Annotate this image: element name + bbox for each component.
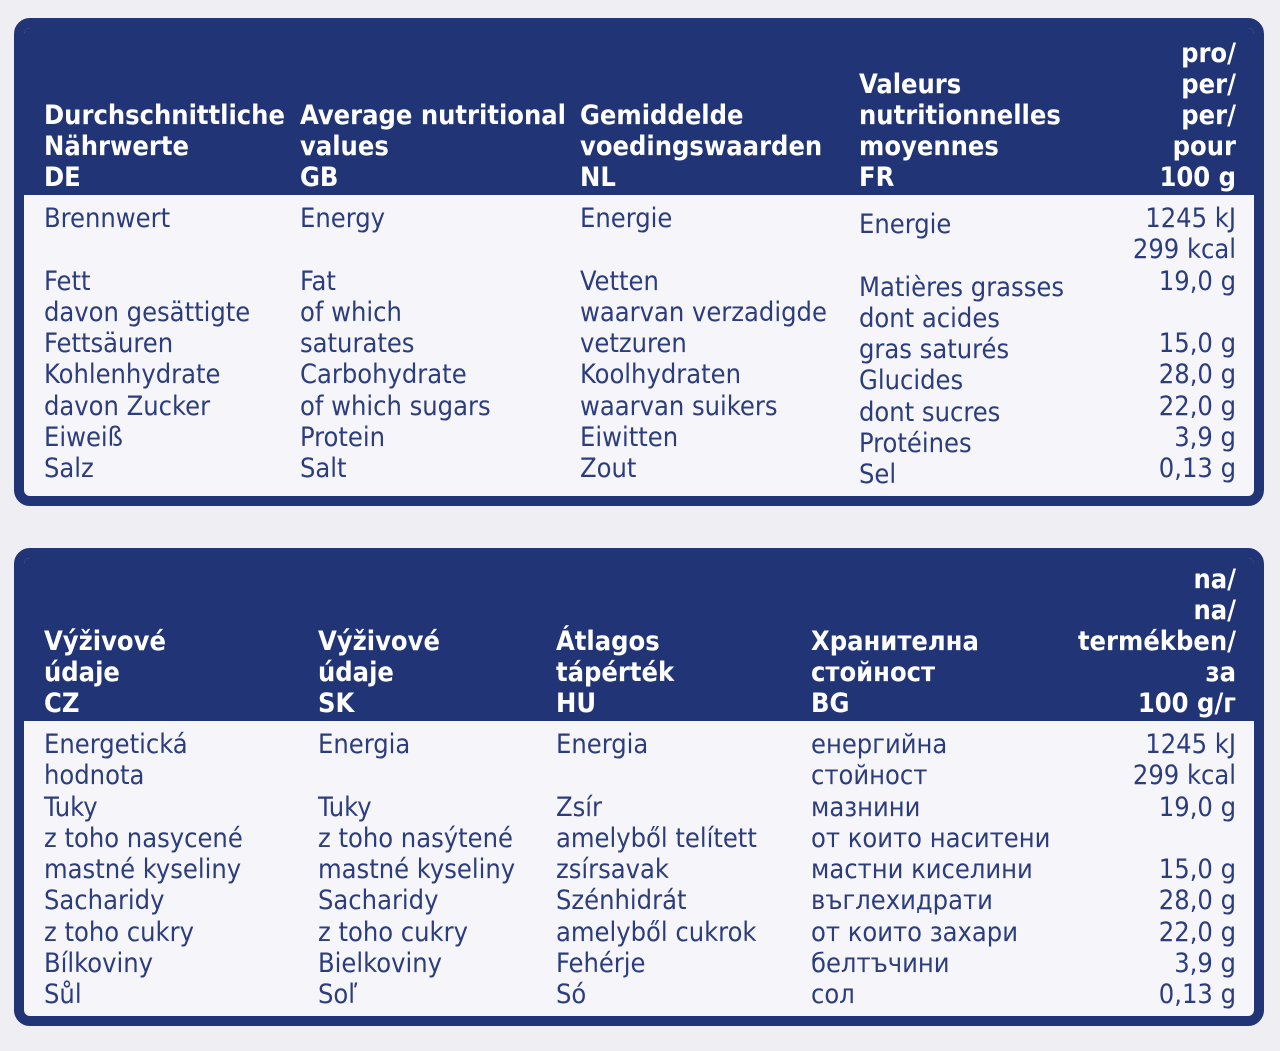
header-fr: Valeurs nutritionnelles moyennes FR — [859, 69, 1061, 193]
header-gb: Average nutritional values GB — [300, 100, 566, 193]
header-hu: Átlagos tápérték HU — [556, 626, 675, 719]
rows-hu: Energia Zsír amelyből telített zsírsavak Szénhidrát amelyből cukrok Fehérje Só — [556, 729, 757, 1011]
rows-de: Brennwert Fett davon gesättigte Fettsäuren Kohlenhydrate davon Zucker Eiweiß Salz — [44, 203, 251, 485]
header-sk: Výživové údaje SK — [318, 626, 440, 719]
header-nl: Gemiddelde voedingswaarden NL — [580, 100, 823, 193]
table-header — [24, 558, 1254, 721]
rows-gb: Energy Fat of which saturates Carbohydrate of which sugars Protein Salt — [300, 203, 491, 485]
header-de: Durchschnittliche Nährwerte DE — [44, 100, 285, 193]
nutrition-table-cz-sk-hu-bg — [14, 548, 1264, 1026]
nutrition-table-de-gb-nl-fr — [14, 18, 1264, 506]
rows-bg: енергийна стойност мазнини от които наситени мастни киселини въглехидрати от които захари белтъчини сол — [811, 729, 1051, 1011]
rows-sk: Energia Tuky z toho nasýtené mastné kyseliny Sacharidy z toho cukry Bielkoviny Soľ — [318, 729, 516, 1011]
header-cz: Výživové údaje CZ — [44, 626, 166, 719]
header-per-100g: na/ na/ termékben/ за 100 g/г — [1077, 564, 1236, 719]
rows-nl: Energie Vetten waarvan verzadigde vetzuren Koolhydraten waarvan suikers Eiwitten Zout — [580, 203, 827, 485]
rows-fr: Energie Matières grasses dont acides gras saturés Glucides dont sucres Protéines Sel — [859, 209, 1064, 491]
values-per-100g: 1245 kJ 299 kcal 19,0 g 15,0 g 28,0 g 22,0 g 3,9 g 0,13 g — [1132, 203, 1236, 485]
rows-cz: Energetická hodnota Tuky z toho nasycené mastné kyseliny Sacharidy z toho cukry Bílkoviny Sůl — [44, 729, 243, 1011]
values-per-100g: 1245 kJ 299 kcal 19,0 g 15,0 g 28,0 g 22,0 g 3,9 g 0,13 g — [1132, 729, 1236, 1011]
header-bg: Хранителна стойност BG — [811, 626, 979, 719]
table-header — [24, 28, 1254, 195]
header-per-100g: pro/ per/ per/ pour 100 g — [1159, 38, 1236, 193]
